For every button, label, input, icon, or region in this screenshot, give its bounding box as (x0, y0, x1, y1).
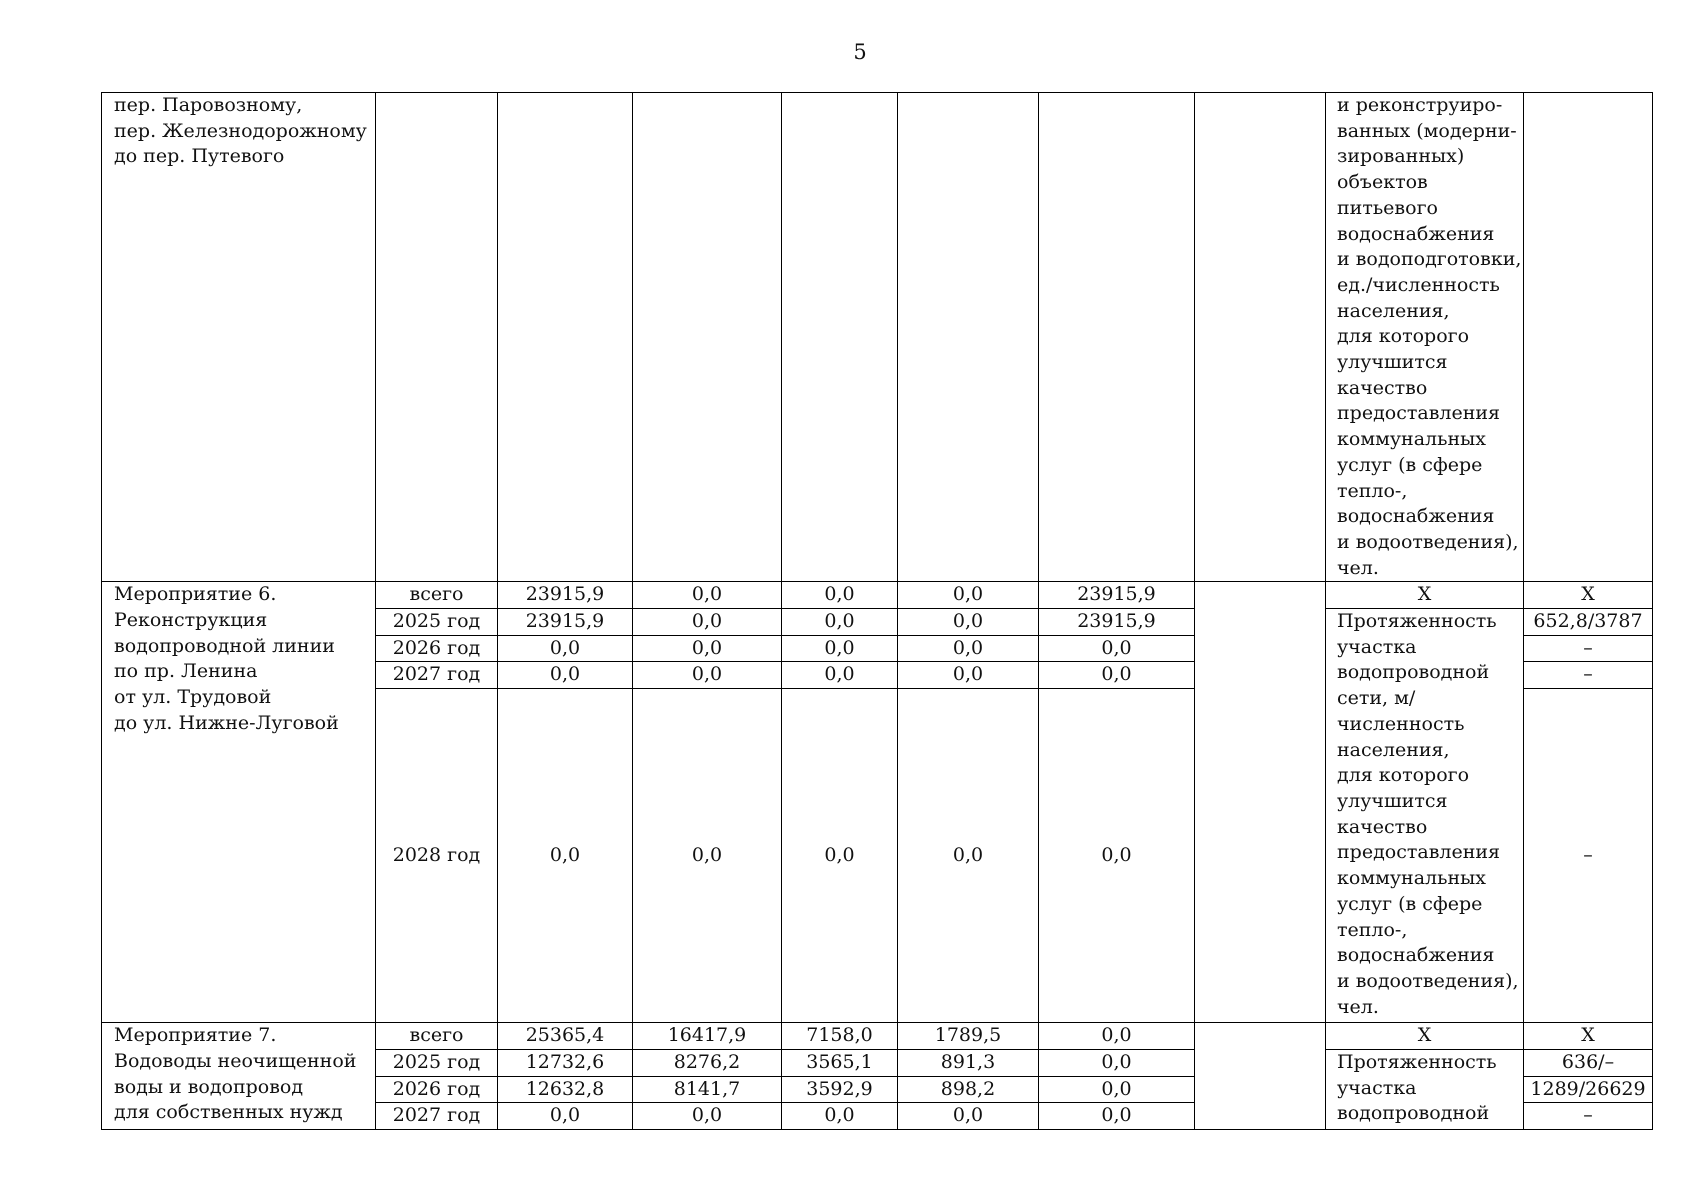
measure-name-cell: Мероприятие 7. Водоводы неочищенной воды и водопровод для собственных нужд (102, 1023, 376, 1130)
value-cell: 0,0 (782, 689, 898, 1023)
value-cell: 0,0 (782, 582, 898, 609)
page-number: 5 (853, 40, 867, 64)
value-cell: 0,0 (1039, 1023, 1195, 1050)
value-cell (1039, 93, 1195, 582)
indicator-cell: и реконструиро- ванных (модерни- зированных) объектов питьевого водоснабжения и водоподготовки, ед./численность населения, для которого улучшится качество предоставления коммунальных услуг (в сфере тепло-, водоснабжения и водоотведения), чел. (1326, 93, 1524, 582)
value-cell: 0,0 (898, 609, 1039, 636)
value-cell: 0,0 (782, 609, 898, 636)
value-cell: 0,0 (898, 662, 1039, 689)
value-cell: 0,0 (1039, 662, 1195, 689)
indicator-cell: Протяженность участка водопроводной (1326, 1049, 1524, 1129)
period-cell: всего (376, 582, 498, 609)
value-cell: 0,0 (1039, 1103, 1195, 1130)
value-cell: 0,0 (633, 689, 782, 1023)
value-cell: 8276,2 (633, 1049, 782, 1076)
executor-cell (1195, 93, 1326, 582)
value-cell: 0,0 (498, 1103, 633, 1130)
period-cell: 2028 год (376, 689, 498, 1023)
value-cell: 0,0 (782, 1103, 898, 1130)
indicator-value-cell: – (1524, 689, 1653, 1023)
value-cell: 898,2 (898, 1076, 1039, 1103)
indicator-value-cell: – (1524, 635, 1653, 662)
value-cell: 0,0 (898, 1103, 1039, 1130)
indicator-cell: Х (1326, 1023, 1524, 1050)
period-cell: 2027 год (376, 1103, 498, 1130)
value-cell (498, 93, 633, 582)
value-cell: 0,0 (898, 582, 1039, 609)
indicator-value-cell: – (1524, 662, 1653, 689)
indicator-value-cell: 636/– (1524, 1049, 1653, 1076)
value-cell: 0,0 (782, 662, 898, 689)
value-cell: 23915,9 (498, 609, 633, 636)
indicator-cell: Протяженность участка водопроводной сети, м/ численность населения, для которого улучшится качество предоставления коммунальных услуг (в сфере тепло-, водоснабжения и водоотведения), чел. (1326, 609, 1524, 1023)
value-cell: 3592,9 (782, 1076, 898, 1103)
period-cell (376, 93, 498, 582)
value-cell: 891,3 (898, 1049, 1039, 1076)
value-cell: 0,0 (1039, 1076, 1195, 1103)
value-cell: 8141,7 (633, 1076, 782, 1103)
value-cell: 0,0 (633, 609, 782, 636)
value-cell: 0,0 (633, 582, 782, 609)
indicator-value-cell: Х (1524, 1023, 1653, 1050)
value-cell: 0,0 (1039, 635, 1195, 662)
table-row (102, 93, 1653, 582)
value-cell: 0,0 (1039, 1049, 1195, 1076)
value-cell: 23915,9 (1039, 582, 1195, 609)
value-cell: 23915,9 (498, 582, 633, 609)
value-cell: 1789,5 (898, 1023, 1039, 1050)
value-cell: 0,0 (898, 635, 1039, 662)
period-cell: 2025 год (376, 609, 498, 636)
table-row (102, 1023, 1653, 1050)
executor-cell (1195, 582, 1326, 1023)
value-cell (898, 93, 1039, 582)
program-table (101, 92, 1653, 1130)
value-cell: 23915,9 (1039, 609, 1195, 636)
period-cell: 2026 год (376, 1076, 498, 1103)
table-row (102, 582, 1653, 609)
period-cell: 2025 год (376, 1049, 498, 1076)
value-cell: 0,0 (633, 1103, 782, 1130)
value-cell: 7158,0 (782, 1023, 898, 1050)
value-cell: 0,0 (498, 635, 633, 662)
value-cell: 0,0 (633, 662, 782, 689)
indicator-value-cell: 1289/26629 (1524, 1076, 1653, 1103)
indicator-value-cell (1524, 93, 1653, 582)
value-cell: 25365,4 (498, 1023, 633, 1050)
value-cell: 3565,1 (782, 1049, 898, 1076)
value-cell: 0,0 (782, 635, 898, 662)
value-cell: 12632,8 (498, 1076, 633, 1103)
value-cell: 0,0 (898, 689, 1039, 1023)
indicator-cell: Х (1326, 582, 1524, 609)
value-cell (633, 93, 782, 582)
value-cell: 16417,9 (633, 1023, 782, 1050)
period-cell: 2026 год (376, 635, 498, 662)
indicator-value-cell: Х (1524, 582, 1653, 609)
value-cell (782, 93, 898, 582)
period-cell: всего (376, 1023, 498, 1050)
period-cell: 2027 год (376, 662, 498, 689)
measure-name-cell: Мероприятие 6. Реконструкция водопроводной линии по пр. Ленина от ул. Трудовой до ул. Нижне-Луговой (102, 582, 376, 1023)
indicator-value-cell: – (1524, 1103, 1653, 1130)
value-cell: 0,0 (498, 689, 633, 1023)
value-cell: 0,0 (498, 662, 633, 689)
value-cell: 12732,6 (498, 1049, 633, 1076)
executor-cell (1195, 1023, 1326, 1130)
value-cell: 0,0 (1039, 689, 1195, 1023)
value-cell: 0,0 (633, 635, 782, 662)
indicator-value-cell: 652,8/3787 (1524, 609, 1653, 636)
measure-name-cell: пер. Паровозному, пер. Железнодорожному до пер. Путевого (102, 93, 376, 582)
